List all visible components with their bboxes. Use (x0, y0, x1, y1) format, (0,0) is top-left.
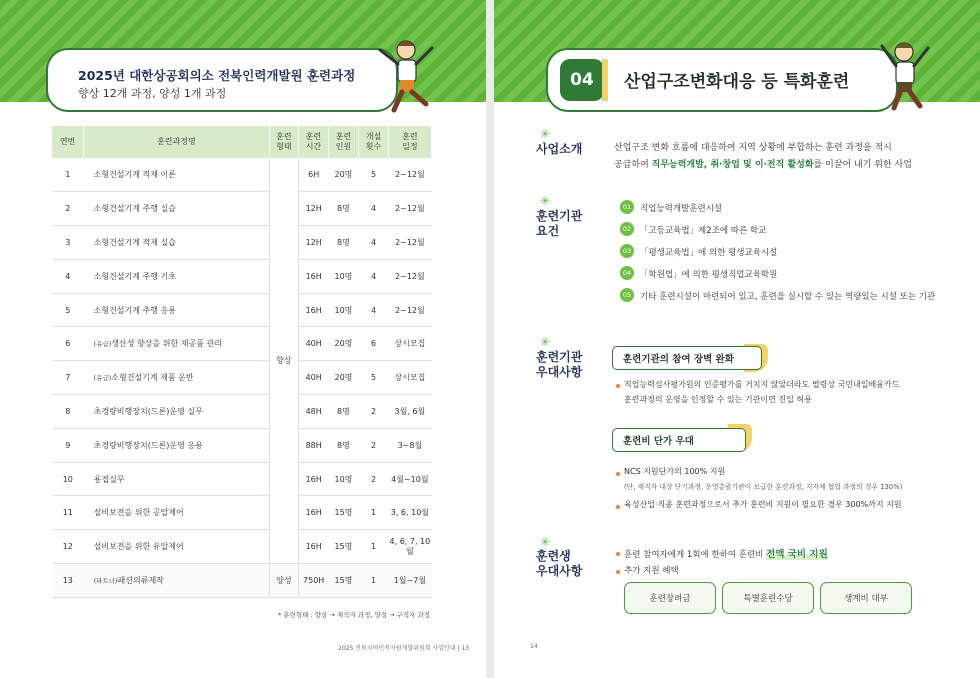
table-row (52, 395, 432, 429)
table-row (52, 259, 432, 293)
cell-people: 15명 (328, 530, 359, 564)
cell-schedule: 4월~10월 (388, 462, 431, 496)
cell-people: 8명 (328, 428, 359, 462)
cell-course-name: 소형건설기계 주행 실습 (84, 192, 270, 226)
title-card (46, 48, 398, 112)
cell-course-name: (유급)생산성 향상을 위한 재공품 관리 (84, 327, 270, 361)
cell-schedule: 3, 6, 10월 (388, 496, 431, 530)
cell-times: 4 (359, 293, 389, 327)
cell-times: 5 (359, 361, 389, 395)
cell-hours: 6H (299, 158, 329, 192)
cell-hours: 16H (299, 496, 329, 530)
page-footer: 14 (530, 643, 538, 650)
cell-no: 9 (52, 428, 84, 462)
requirement-item: 「평생교육법」에 의한 평생교육시설 (640, 248, 778, 258)
col-header-course: 훈련과정명 (84, 126, 270, 158)
cell-no: 4 (52, 259, 84, 293)
cell-course-name: 초경량비행장치(드론)운영 응용 (84, 428, 270, 462)
bullet (616, 472, 620, 476)
barrier-line-2: 훈련과정의 운영을 인정할 수 있는 기관이면 진입 허용 (624, 395, 812, 404)
intro-line-2: 공급하여 직무능력개발, 취·창업 및 이·전직 활성화를 이끌어 내기 위한 사업 (614, 160, 912, 170)
bullet (616, 570, 620, 574)
cell-times: 2 (359, 395, 389, 429)
cell-no: 1 (52, 158, 84, 192)
cell-people: 10명 (328, 293, 359, 327)
cost-item-1: NCS 지원단가의 100% 지원 (624, 467, 726, 476)
box-title-barrier: 훈련기관의 참여 장벽 완화 (612, 346, 762, 370)
table-row (52, 530, 432, 564)
table-row (52, 462, 432, 496)
cell-people: 15명 (328, 564, 359, 598)
col-header-people: 훈련 인원 (328, 126, 359, 158)
cell-course-name: 용접실무 (84, 462, 270, 496)
cell-people: 15명 (328, 496, 359, 530)
institution-benefit-label: 훈련기관 우대사항 (536, 350, 583, 379)
cell-times: 4 (359, 259, 389, 293)
number-circle-icon: 04 (620, 266, 634, 280)
cell-course-name: (유급)소형건설기계 제품 운반 (84, 361, 270, 395)
number-circle-icon: 02 (620, 222, 634, 236)
cell-no: 12 (52, 530, 84, 564)
cell-course-name: 설비보전을 위한 공압제어 (84, 496, 270, 530)
table-row (52, 226, 432, 260)
bullet (616, 552, 620, 556)
page-subtitle: 향상 12개 과정, 양성 1개 과정 (78, 87, 227, 100)
cell-times: 1 (359, 564, 389, 598)
trainee-benefit-label: 훈련생 우대사항 (536, 549, 583, 578)
table-row (52, 327, 432, 361)
barrier-line-1: 직업능력심사평가원의 인증평가를 거치지 않았더라도 법령상 국민내일배움카드 (624, 380, 900, 389)
cell-no: 2 (52, 192, 84, 226)
cell-schedule: 2~12월 (388, 158, 431, 192)
box-title-cost: 훈련비 단가 우대 (612, 428, 746, 452)
cell-hours: 12H (299, 192, 329, 226)
trainee-item-2: 추가 지원 혜택 (624, 566, 679, 576)
cell-no: 7 (52, 361, 84, 395)
cell-course-name: 소형건설기계 적재 실습 (84, 226, 270, 260)
col-header-times: 개설 횟수 (359, 126, 389, 158)
cell-no: 10 (52, 462, 84, 496)
mascot-illustration (368, 36, 448, 116)
requirement-item: 「학원법」에 의한 평생직업교육학원 (640, 270, 778, 280)
cell-times: 6 (359, 327, 389, 361)
trainee-highlight: 전액 국비 지원 (766, 549, 828, 560)
cost-item-2: 육성산업·직종 훈련과정으로서 추가 훈련비 지원이 필요한 경우 300%까지 지원 (624, 500, 902, 509)
cell-hours: 40H (299, 361, 329, 395)
cell-hours: 16H (299, 259, 329, 293)
page-footer: 2025 전북지역인적자원개발위원회 사업안내 | 13 (338, 645, 470, 652)
cell-times: 2 (359, 428, 389, 462)
col-header-schedule: 훈련 일정 (388, 126, 431, 158)
table-row (52, 496, 432, 530)
cell-people: 10명 (328, 259, 359, 293)
table-header-row (52, 126, 432, 158)
cell-hours: 48H (299, 395, 329, 429)
number-circle-icon: 05 (620, 288, 634, 302)
cell-people: 8명 (328, 226, 359, 260)
number-circle-icon: 03 (620, 244, 634, 258)
table-row (52, 158, 432, 192)
number-circle-icon: 01 (620, 200, 634, 214)
cell-course-name: 소형건설기계 주행 응용 (84, 293, 270, 327)
cell-people: 8명 (328, 192, 359, 226)
cell-times: 1 (359, 530, 389, 564)
cell-hours: 16H (299, 462, 329, 496)
benefit-chip-training-allowance: 훈련장려금 (624, 582, 716, 614)
requirement-item: 기타 훈련시설이 마련되어 있고, 훈련을 실시할 수 있는 역량있는 시설 또는 기관 (640, 292, 936, 302)
cell-times: 4 (359, 192, 389, 226)
cell-schedule: 2~12월 (388, 259, 431, 293)
cell-hours: 40H (299, 327, 329, 361)
mascot-illustration (864, 34, 944, 114)
cell-times: 2 (359, 462, 389, 496)
cell-hours: 12H (299, 226, 329, 260)
cell-schedule: 상시모집 (388, 327, 431, 361)
bullet (616, 505, 620, 509)
cell-schedule: 2~12월 (388, 293, 431, 327)
cell-no: 11 (52, 496, 84, 530)
table-row (52, 564, 432, 598)
cell-schedule: 2~12월 (388, 192, 431, 226)
requirement-item: 직업능력개발훈련시설 (640, 204, 723, 214)
intro-highlight: 직무능력개발, 취·창업 및 이·전직 활성화 (651, 160, 814, 170)
cell-people: 20명 (328, 327, 359, 361)
sparkle-icon: ✳ (540, 194, 551, 208)
cell-no: 3 (52, 226, 84, 260)
training-course-table (52, 126, 432, 598)
table-row (52, 293, 432, 327)
page-title: 2025년 대한상공회의소 전북인력개발원 훈련과정 (78, 68, 356, 83)
cell-no: 13 (52, 564, 84, 598)
cell-times: 4 (359, 226, 389, 260)
cost-item-1-note: (단, 재직자 대상 단기과정, 운영총괄기관이 보급한 훈련과정, 지자체 협업 과정의 경우 130%) (624, 483, 903, 491)
cell-schedule: 상시모집 (388, 361, 431, 395)
col-header-hours: 훈련 시간 (299, 126, 329, 158)
cell-people: 20명 (328, 361, 359, 395)
col-header-type: 훈련 형태 (269, 126, 299, 158)
cell-course-name: 소형건설기계 적재 이론 (84, 158, 270, 192)
cell-no: 5 (52, 293, 84, 327)
cell-people: 10명 (328, 462, 359, 496)
section-number-badge: 04 (560, 59, 604, 101)
cell-no: 8 (52, 395, 84, 429)
cell-hours: 16H (299, 293, 329, 327)
course-prefix: (유급) (93, 374, 112, 383)
cell-times: 5 (359, 158, 389, 192)
cell-course-name: (파트너)패션의류제작 (84, 564, 270, 598)
trainee-item-1: 훈련 참여자에게 1회에 한하여 훈련비 전액 국비 지원 (624, 549, 828, 560)
intro-label: 사업소개 (536, 142, 583, 156)
cell-schedule: 4, 6, 7, 10월 (388, 530, 431, 564)
cell-schedule: 2~12월 (388, 226, 431, 260)
right-page (494, 0, 980, 678)
cell-people: 8명 (328, 395, 359, 429)
bullet (616, 384, 620, 388)
cell-times: 1 (359, 496, 389, 530)
cell-course-name: 초경량비행장치(드론)운영 실무 (84, 395, 270, 429)
cell-schedule: 3~8월 (388, 428, 431, 462)
left-page (0, 0, 486, 678)
cell-schedule: 1월~7월 (388, 564, 431, 598)
cell-people: 20명 (328, 158, 359, 192)
section-heading: 산업구조변화대응 등 특화훈련 (624, 72, 850, 92)
cell-hours: 88H (299, 428, 329, 462)
course-prefix: (파트너) (93, 576, 118, 585)
cell-no: 6 (52, 327, 84, 361)
col-header-no: 연번 (52, 126, 84, 158)
benefit-chip-living-loan: 생계비 대부 (820, 582, 912, 614)
cell-schedule: 3월, 6월 (388, 395, 431, 429)
requirements-label: 훈련기관 요건 (536, 209, 583, 238)
table-row (52, 192, 432, 226)
intro-line-1: 산업구조 변화 흐름에 대응하여 지역 상황에 부합하는 훈련 과정을 적시 (614, 143, 892, 153)
cell-type-improve: 향상 (269, 158, 299, 564)
requirement-item: 「고등교육법」제2조에 따른 학교 (640, 226, 767, 236)
table-row (52, 361, 432, 395)
table-row (52, 428, 432, 462)
course-prefix: (유급) (93, 340, 112, 349)
cell-course-name: 소형건설기계 주행 기초 (84, 259, 270, 293)
cell-hours: 750H (299, 564, 329, 598)
sparkle-icon: ✳ (540, 535, 551, 549)
badge-accent (602, 59, 608, 101)
cell-type-train: 양성 (269, 564, 299, 598)
sparkle-icon: ✳ (540, 335, 551, 349)
benefit-chip-special-allowance: 특별훈련수당 (722, 582, 814, 614)
title-card (546, 48, 898, 112)
cell-hours: 16H (299, 530, 329, 564)
sparkle-icon: ✳ (540, 127, 551, 141)
cell-course-name: 설비보전을 위한 유압제어 (84, 530, 270, 564)
table-footnote: * 훈련형태 : 향상 → 재직자 과정, 양성 → 구직자 과정 (278, 611, 431, 619)
